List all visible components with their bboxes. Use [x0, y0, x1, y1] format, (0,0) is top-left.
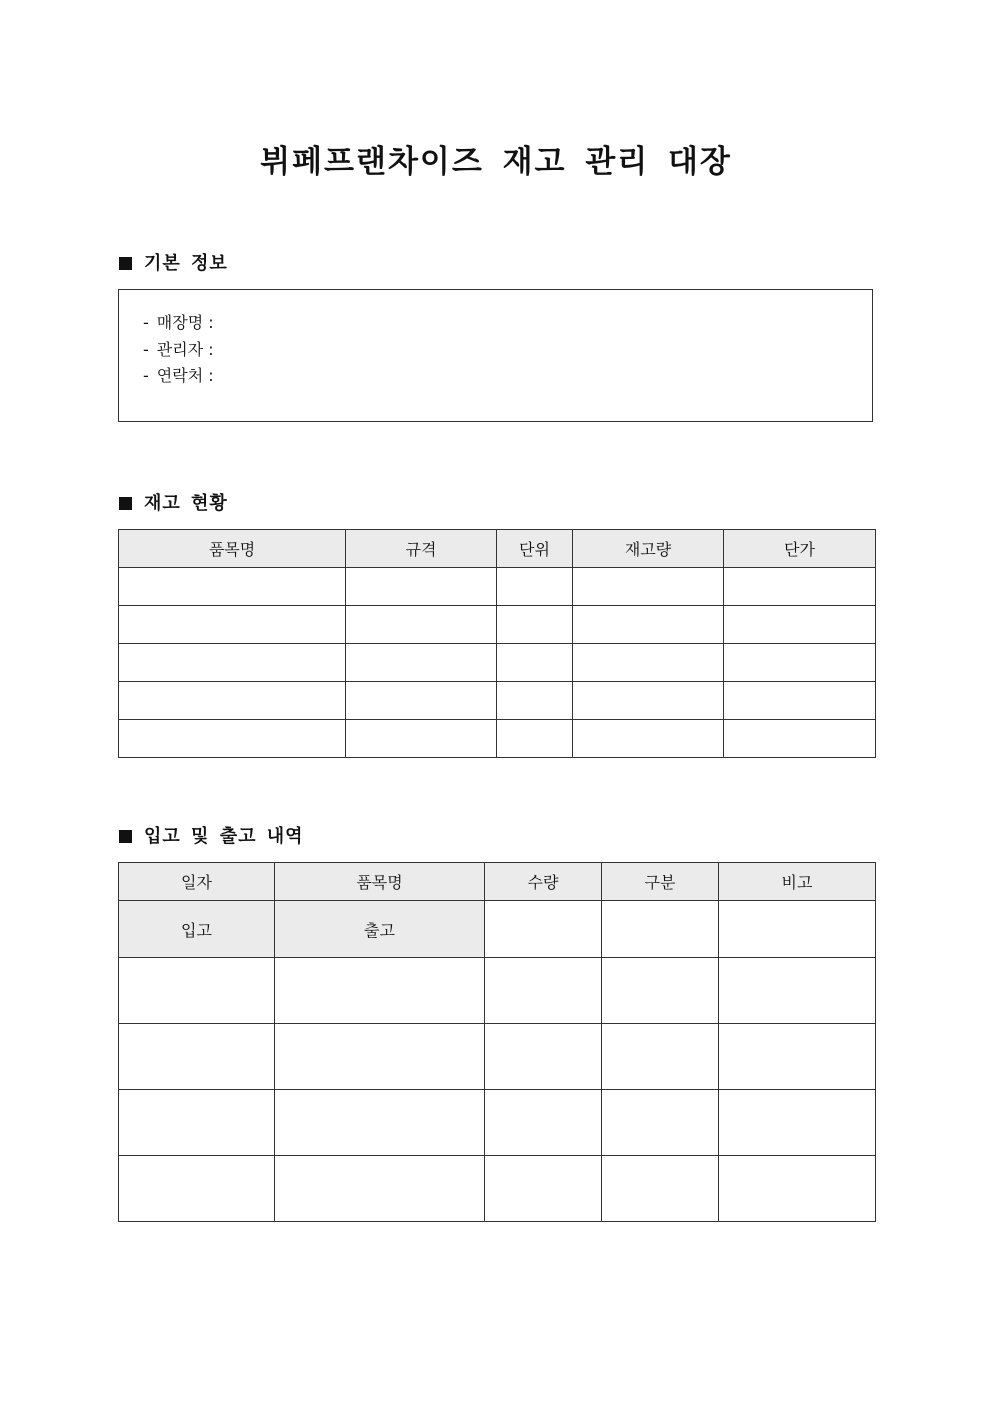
column-header-unit: 단위: [497, 530, 573, 568]
table-cell[interactable]: [602, 901, 719, 958]
square-bullet-icon: [119, 497, 132, 510]
table-cell[interactable]: [119, 720, 346, 758]
basic-info-box: [118, 289, 873, 422]
table-cell[interactable]: [497, 568, 573, 606]
table-row: [119, 1024, 876, 1090]
column-header-quantity: 수량: [485, 863, 602, 901]
table-cell[interactable]: [573, 720, 724, 758]
table-cell[interactable]: [573, 606, 724, 644]
table-cell[interactable]: [602, 1090, 719, 1156]
table-cell[interactable]: [119, 1024, 275, 1090]
table-header-row: [119, 530, 876, 568]
section-heading-stock: [119, 493, 228, 515]
table-cell[interactable]: [724, 606, 876, 644]
table-cell[interactable]: [497, 682, 573, 720]
column-header-item-name: 품목명: [119, 530, 346, 568]
subheader-outbound: 출고: [275, 901, 485, 958]
column-header-date: 일자: [119, 863, 275, 901]
table-cell[interactable]: [719, 958, 876, 1024]
table-cell[interactable]: [497, 644, 573, 682]
info-label: 매장명: [156, 313, 204, 332]
table-row: [119, 720, 876, 758]
table-cell[interactable]: [719, 901, 876, 958]
table-cell[interactable]: [573, 682, 724, 720]
table-cell[interactable]: [346, 568, 497, 606]
table-cell[interactable]: [119, 1090, 275, 1156]
table-cell[interactable]: [724, 720, 876, 758]
column-header-item-name: 품목명: [275, 863, 485, 901]
table-cell[interactable]: [275, 1090, 485, 1156]
table-cell[interactable]: [724, 568, 876, 606]
table-row: [119, 958, 876, 1024]
table-cell[interactable]: [485, 901, 602, 958]
table-cell[interactable]: [485, 958, 602, 1024]
section-heading-label: 기본 정보: [144, 253, 228, 274]
table-cell[interactable]: [573, 568, 724, 606]
table-cell[interactable]: [119, 644, 346, 682]
section-heading-basic-info: [119, 253, 228, 275]
table-row: [119, 1156, 876, 1222]
column-header-spec: 규격: [346, 530, 497, 568]
table-cell[interactable]: [573, 644, 724, 682]
table-cell[interactable]: [719, 1156, 876, 1222]
table-cell[interactable]: [119, 958, 275, 1024]
table-cell[interactable]: [497, 606, 573, 644]
table-row: [119, 644, 876, 682]
table-row: [119, 606, 876, 644]
table-cell[interactable]: [485, 1156, 602, 1222]
table-row: [119, 1090, 876, 1156]
table-row: [119, 682, 876, 720]
table-cell[interactable]: [719, 1090, 876, 1156]
info-label: 관리자: [156, 339, 204, 359]
column-header-quantity: 재고량: [573, 530, 724, 568]
info-line-manager: - 관리자 :: [143, 339, 214, 359]
section-heading-flow: [119, 826, 304, 848]
table-header-row: [119, 863, 876, 901]
info-line-store-name: - 매장명 :: [143, 313, 214, 332]
table-row: [119, 568, 876, 606]
table-cell[interactable]: [719, 1024, 876, 1090]
table-cell[interactable]: [119, 1156, 275, 1222]
table-cell[interactable]: [602, 958, 719, 1024]
table-cell[interactable]: [275, 958, 485, 1024]
subheader-inbound: 입고: [119, 901, 275, 958]
table-cell[interactable]: [119, 606, 346, 644]
info-line-contact: - 연락처 :: [143, 366, 214, 385]
flow-table: [118, 862, 876, 1222]
table-cell[interactable]: [602, 1156, 719, 1222]
square-bullet-icon: [119, 830, 132, 843]
column-header-remarks: 비고: [719, 863, 876, 901]
table-cell[interactable]: [602, 1024, 719, 1090]
info-label: 연락처: [156, 366, 204, 385]
table-cell[interactable]: [346, 644, 497, 682]
table-subheader-row: [119, 901, 876, 958]
table-cell[interactable]: [724, 644, 876, 682]
table-cell[interactable]: [724, 682, 876, 720]
table-cell[interactable]: [346, 720, 497, 758]
stock-table: [118, 529, 876, 758]
table-cell[interactable]: [119, 568, 346, 606]
column-header-type: 구분: [602, 863, 719, 901]
column-header-unit-price: 단가: [724, 530, 876, 568]
section-heading-label: 입고 및 출고 내역: [144, 826, 304, 847]
table-cell[interactable]: [485, 1024, 602, 1090]
table-cell[interactable]: [485, 1090, 602, 1156]
table-cell[interactable]: [275, 1024, 485, 1090]
table-cell[interactable]: [346, 682, 497, 720]
table-cell[interactable]: [346, 606, 497, 644]
square-bullet-icon: [119, 257, 132, 270]
table-cell[interactable]: [275, 1156, 485, 1222]
table-cell[interactable]: [497, 720, 573, 758]
table-cell[interactable]: [119, 682, 346, 720]
section-heading-label: 재고 현황: [144, 493, 228, 514]
document-title: 뷔페프랜차이즈 재고 관리 대장: [260, 144, 732, 180]
